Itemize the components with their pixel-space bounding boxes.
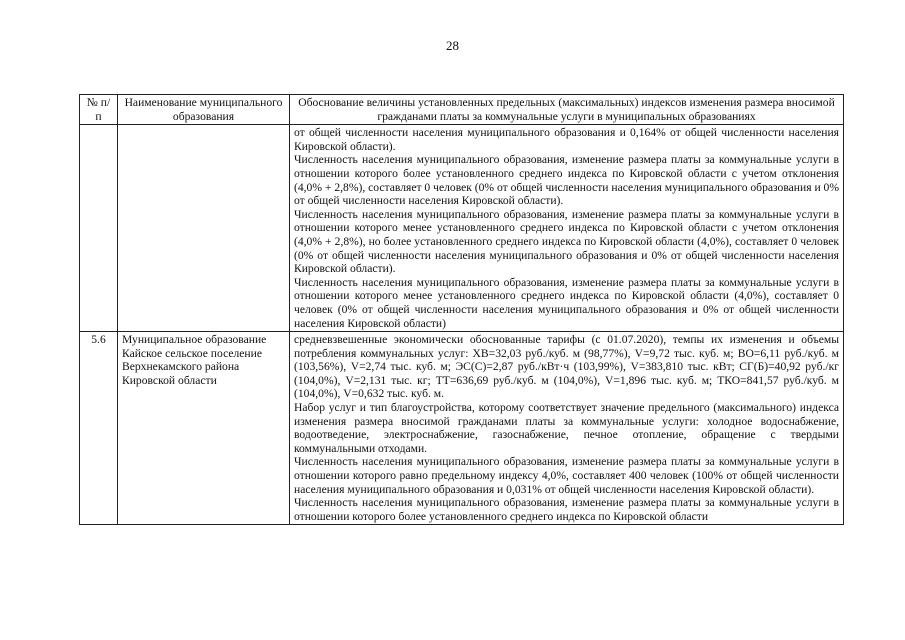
header-justification: Обоснование величины установленных предельных (максимальных) индексов изменения размера вносимой гражданами платы за коммунальные услуги в муниципальных образованиях: [290, 95, 844, 125]
table-row: [80, 125, 844, 332]
paragraph: Численность населения муниципального образования, изменение размера платы за коммунальные услуги в отношении которого равно предельному индексу 4,0%, составляет 400 человек (100% от общей численности населения муниципального образования и 0,031% от общей численности населения Кировской области).: [294, 455, 839, 496]
paragraph: от общей численности населения муниципального образования и 0,164% от общей численности населения Кировской области).: [294, 126, 839, 153]
row-number: [80, 125, 118, 332]
municipality-name: Муниципальное образование Кайское сельское поселение Верхнекамского района Кировской области: [118, 332, 290, 525]
paragraph: Численность населения муниципального образования, изменение размера платы за коммунальные услуги в отношении которого более установленного среднего индекса по Кировской области с учетом отклонения (4,0% + 2,8%), составляет 0 человек (0% от общей численности населения муниципального образования и 0% от общей численности населения Кировской области).: [294, 153, 839, 208]
table-header-row: [80, 95, 844, 125]
paragraph: средневзвешенные экономически обоснованные тарифы (с 01.07.2020), темпы их изменения и объемы потребления коммунальных услуг: ХВ=32,03 руб./куб. м (98,77%), V=9,72 тыс. куб. м; ВО=6,11 руб./куб. м (103,56%), V=2,74 тыс. куб. м; ЭС(С)=2,87 руб./кВт·ч (103,99%), V=383,810 тыс. кВт; СГ(Б)=40,92 руб./кг (104,0%), V=2,131 тыс. кг; ТТ=636,69 руб./куб. м (104,0%), V=1,896 тыс. куб. м; ТКО=841,57 руб./куб. м (104,0%), V=0,632 тыс. куб. м.: [294, 333, 839, 401]
municipality-name: [118, 125, 290, 332]
header-municipality-name: Наименование муниципального образования: [118, 95, 290, 125]
row-number: 5.6: [80, 332, 118, 525]
justification-table: [79, 94, 844, 525]
paragraph: Численность населения муниципального образования, изменение размера платы за коммунальные услуги в отношении которого более установленного среднего индекса по Кировской области: [294, 496, 839, 523]
paragraph: Численность населения муниципального образования, изменение размера платы за коммунальные услуги в отношении которого менее установленного среднего индекса по Кировской области с учетом отклонения (4,0% + 2,8%), но более установленного среднего индекса по Кировской области (4,0%), составляет 0 человек (0% от общей численности населения муниципального образования и 0% от общей численности населения Кировской области).: [294, 207, 839, 276]
paragraph: Численность населения муниципального образования, изменение размера платы за коммунальные услуги в отношении которого менее установленного среднего индекса по Кировской области (4,0%), составляет 0 человек (0% от общей численности населения муниципального образования и 0% от общей численности населения Кировской области): [294, 275, 839, 330]
header-number: № п/п: [80, 95, 118, 125]
table-row: [80, 332, 844, 525]
paragraph: Набор услуг и тип благоустройства, которому соответствует значение предельного (максимального) индекса изменения размера вносимой гражданами платы за коммунальные услуги: холодное водоснабжение, водоотведение, электроснабжение, газоснабжение, печное отопление, обращение с твердыми коммунальными отходами.: [294, 401, 839, 455]
page-number: 28: [446, 38, 459, 53]
justification-text: [290, 332, 844, 525]
justification-text: [290, 125, 844, 332]
